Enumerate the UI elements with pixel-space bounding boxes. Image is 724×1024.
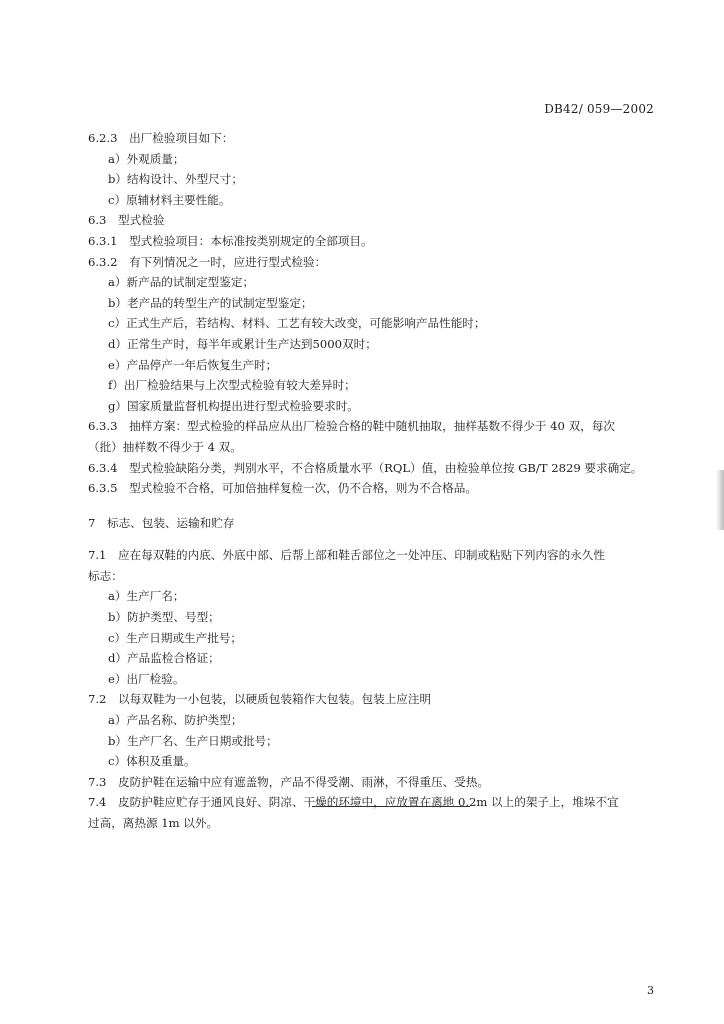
clause-7-1-line2: 标志： (88, 568, 123, 583)
list-item: c）原辅材料主要性能。 (108, 192, 231, 207)
list-item: g）国家质量监督机构提出进行型式检验要求时。 (108, 398, 359, 413)
standard-code: DB42/ 059—2002 (544, 102, 654, 116)
list-item: d）正常生产时，每半年或累计生产达到5000双时； (108, 336, 377, 351)
list-item: b）结构设计、外型尺寸； (108, 172, 243, 187)
clause-6-3-5: 6.3.5 型式检验不合格，可加倍抽样复检一次，仍不合格，则为不合格品。 (88, 481, 477, 496)
list-item: a）生产厂名； (108, 589, 185, 604)
list-item: c）生产日期或生产批号； (108, 630, 243, 645)
document-body (88, 128, 660, 834)
clause-7-1-line1: 7.1 应在每双鞋的内底、外底中部、后帮上部和鞋舌部位之一处冲压、印制或粘贴下列内容的永久性 (88, 548, 605, 563)
list-item: d）产品监检合格证； (108, 651, 220, 666)
list-item: e）产品停产一年后恢复生产时； (108, 357, 278, 372)
section-7-heading: 7 标志、包装、运输和贮存 (88, 515, 235, 530)
list-item: a）新产品的试制定型鉴定； (108, 275, 255, 290)
list-item: a）产品名称、防护类型； (108, 713, 243, 728)
list-item: a）外观质量； (108, 151, 185, 166)
clause-6-3-1: 6.3.1 型式检验项目：本标准按类别规定的全部项目。 (88, 233, 373, 248)
list-item: e）出厂检验。 (108, 671, 185, 686)
clause-6-3-4: 6.3.4 型式检验缺陷分类，判别水平，不合格质量水平（RQL）值，由检验单位按 GB/T 2829 要求确定。 (88, 460, 643, 475)
clause-7-3: 7.3 皮防护鞋在运输中应有遮盖物，产品不得受潮、雨淋，不得重压、受热。 (88, 774, 490, 789)
clause-6-3-heading: 6.3 型式检验 (88, 213, 165, 228)
page-number: 3 (647, 984, 654, 997)
clause-7-2-title: 7.2 以每双鞋为一小包装，以硬质包装箱作大包装。包装上应注明 (88, 692, 432, 707)
clause-7-4-line1: 7.4 皮防护鞋应贮存于通风良好、阴凉、干燥的环境中，应放置在离地 0.2m 以上的架子上，堆垛不宜 (88, 795, 619, 810)
clause-6-3-3-line1: 6.3.3 抽样方案：型式检验的样品应从出厂检验合格的鞋中随机抽取，抽样基数不得少于 40 双，每次 (88, 419, 615, 434)
list-item: f）出厂检验结果与上次型式检验有较大差异时； (108, 378, 356, 393)
list-item: b）老产品的转型生产的试制定型鉴定； (108, 295, 313, 310)
clause-6-2-3-title: 6.2.3 出厂检验项目如下： (88, 131, 234, 145)
list-item: b）生产厂名、生产日期或批号； (108, 733, 278, 748)
clause-7-4-line2: 过高，离热源 1m 以外。 (88, 816, 219, 830)
list-item: c）体积及重量。 (108, 754, 196, 769)
end-of-document-rule (312, 806, 470, 807)
scan-edge-shadow (716, 470, 724, 530)
clause-6-3-2-title: 6.3.2 有下列情况之一时，应进行型式检验： (88, 254, 327, 269)
list-item: b）防护类型、号型； (108, 610, 220, 625)
list-item: c）正式生产后，若结构、材料、工艺有较大改变，可能影响产品性能时； (108, 316, 486, 331)
clause-6-3-3-line2: （批）抽样数不得少于 4 双。 (88, 439, 242, 454)
